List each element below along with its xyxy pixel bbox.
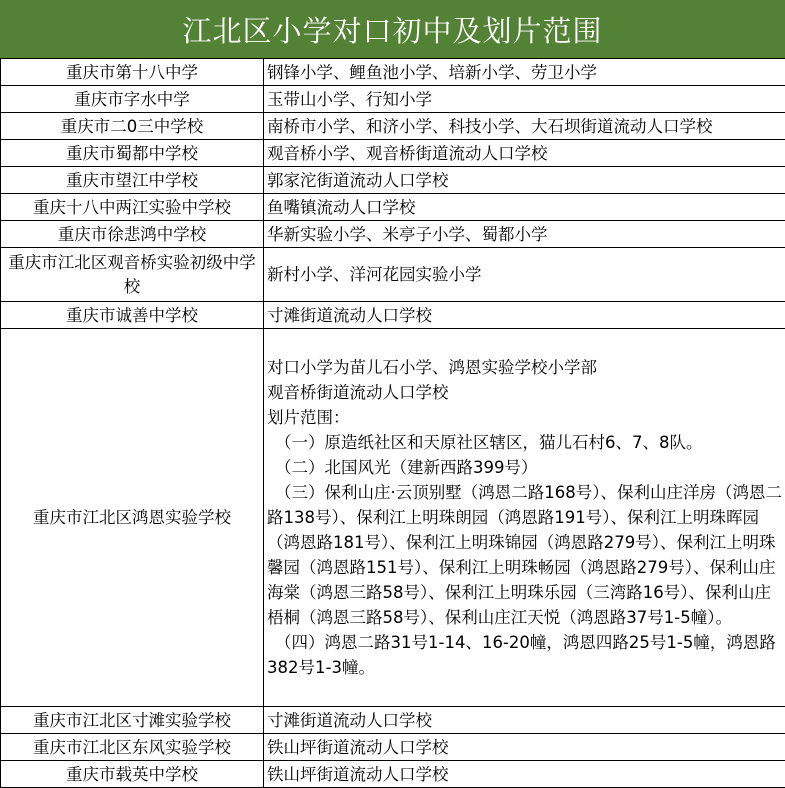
feeder-schools-cell: 钢锋小学、鲤鱼池小学、培新小学、劳卫小学 xyxy=(264,59,785,86)
table-row xyxy=(1,194,785,221)
middle-school-cell: 重庆市字水中学 xyxy=(1,86,264,113)
feeder-schools-cell: 铁山坪街道流动人口学校 xyxy=(264,734,785,761)
feeder-schools-cell: 鱼嘴镇流动人口学校 xyxy=(264,194,785,221)
middle-school-cell: 重庆市蜀都中学校 xyxy=(1,140,264,167)
table-row xyxy=(1,221,785,248)
middle-school-cell: 重庆市江北区东风实验学校 xyxy=(1,734,264,761)
feeder-schools-cell: 新村小学、洋河花园实验小学 xyxy=(264,248,785,302)
feeder-schools-cell: 南桥市小学、和济小学、科技小学、大石坝街道流动人口学校 xyxy=(264,113,785,140)
district-range-label: 划片范围： xyxy=(267,408,350,427)
table-row xyxy=(1,302,785,329)
table-row xyxy=(1,248,785,302)
middle-school-cell: 重庆市载英中学校 xyxy=(1,761,264,788)
table-row xyxy=(1,761,785,788)
feeder-schools-cell: 郭家沱街道流动人口学校 xyxy=(264,167,785,194)
feeder-migrant-line: 观音桥街道流动人口学校 xyxy=(267,383,449,402)
middle-school-cell: 重庆市江北区鸿恩实验学校 xyxy=(1,329,264,707)
middle-school-cell: 重庆市江北区观音桥实验初级中学校 xyxy=(1,248,264,302)
middle-school-cell: 重庆市江北区寸滩实验学校 xyxy=(1,707,264,734)
table-row xyxy=(1,167,785,194)
district-detail-cell xyxy=(264,329,785,707)
feeder-schools-cell: 玉带山小学、行知小学 xyxy=(264,86,785,113)
table-row xyxy=(1,329,785,707)
feeder-schools-cell: 华新实验小学、米亭子小学、蜀都小学 xyxy=(264,221,785,248)
feeder-schools-cell: 寸滩街道流动人口学校 xyxy=(264,302,785,329)
district-item-2: （二）北国风光（建新西路399号） xyxy=(275,458,538,477)
district-item-3: （三）保利山庄·云顶别墅（鸿恩二路168号）、保利山庄洋房（鸿恩二路138号）、保利江上明珠朗园（鸿恩路191号）、保利江上明珠晖园（鸿恩路181号）、保利江上明珠锦园（鸿恩路279号）、保利江上明珠馨园（鸿恩路151号）、保利江上明珠畅园（鸿恩路279号）、保利山庄海棠（鸿恩三路58号）、保利江上明珠乐园（三湾路16号）、保利山庄梧桐（鸿恩三路58号）、保利山庄江天悦（鸿恩路37号1-5幢）。 xyxy=(267,483,782,627)
feeder-schools-cell: 寸滩街道流动人口学校 xyxy=(264,707,785,734)
school-district-table xyxy=(0,58,785,788)
middle-school-cell: 重庆市二0三中学校 xyxy=(1,113,264,140)
table-row xyxy=(1,86,785,113)
feeder-schools-cell: 铁山坪街道流动人口学校 xyxy=(264,761,785,788)
district-item-4: （四）鸿恩二路31号1-14、16-20幢，鸿恩四路25号1-5幢，鸿恩路382号1-3幢。 xyxy=(267,633,776,677)
table-row xyxy=(1,734,785,761)
table-title: 江北区小学对口初中及划片范围 xyxy=(0,0,785,58)
feeder-schools-cell: 观音桥小学、观音桥街道流动人口学校 xyxy=(264,140,785,167)
middle-school-cell: 重庆市徐悲鸿中学校 xyxy=(1,221,264,248)
middle-school-cell: 重庆市第十八中学 xyxy=(1,59,264,86)
table-row xyxy=(1,707,785,734)
district-item-1: （一）原造纸社区和天原社区辖区，猫儿石村6、7、8队。 xyxy=(275,433,703,452)
table-row xyxy=(1,140,785,167)
middle-school-cell: 重庆十八中两江实验中学校 xyxy=(1,194,264,221)
feeder-primary-line: 对口小学为苗儿石小学、鸿恩实验学校小学部 xyxy=(267,358,597,377)
table-row xyxy=(1,113,785,140)
table-row xyxy=(1,59,785,86)
middle-school-cell: 重庆市诚善中学校 xyxy=(1,302,264,329)
middle-school-cell: 重庆市望江中学校 xyxy=(1,167,264,194)
